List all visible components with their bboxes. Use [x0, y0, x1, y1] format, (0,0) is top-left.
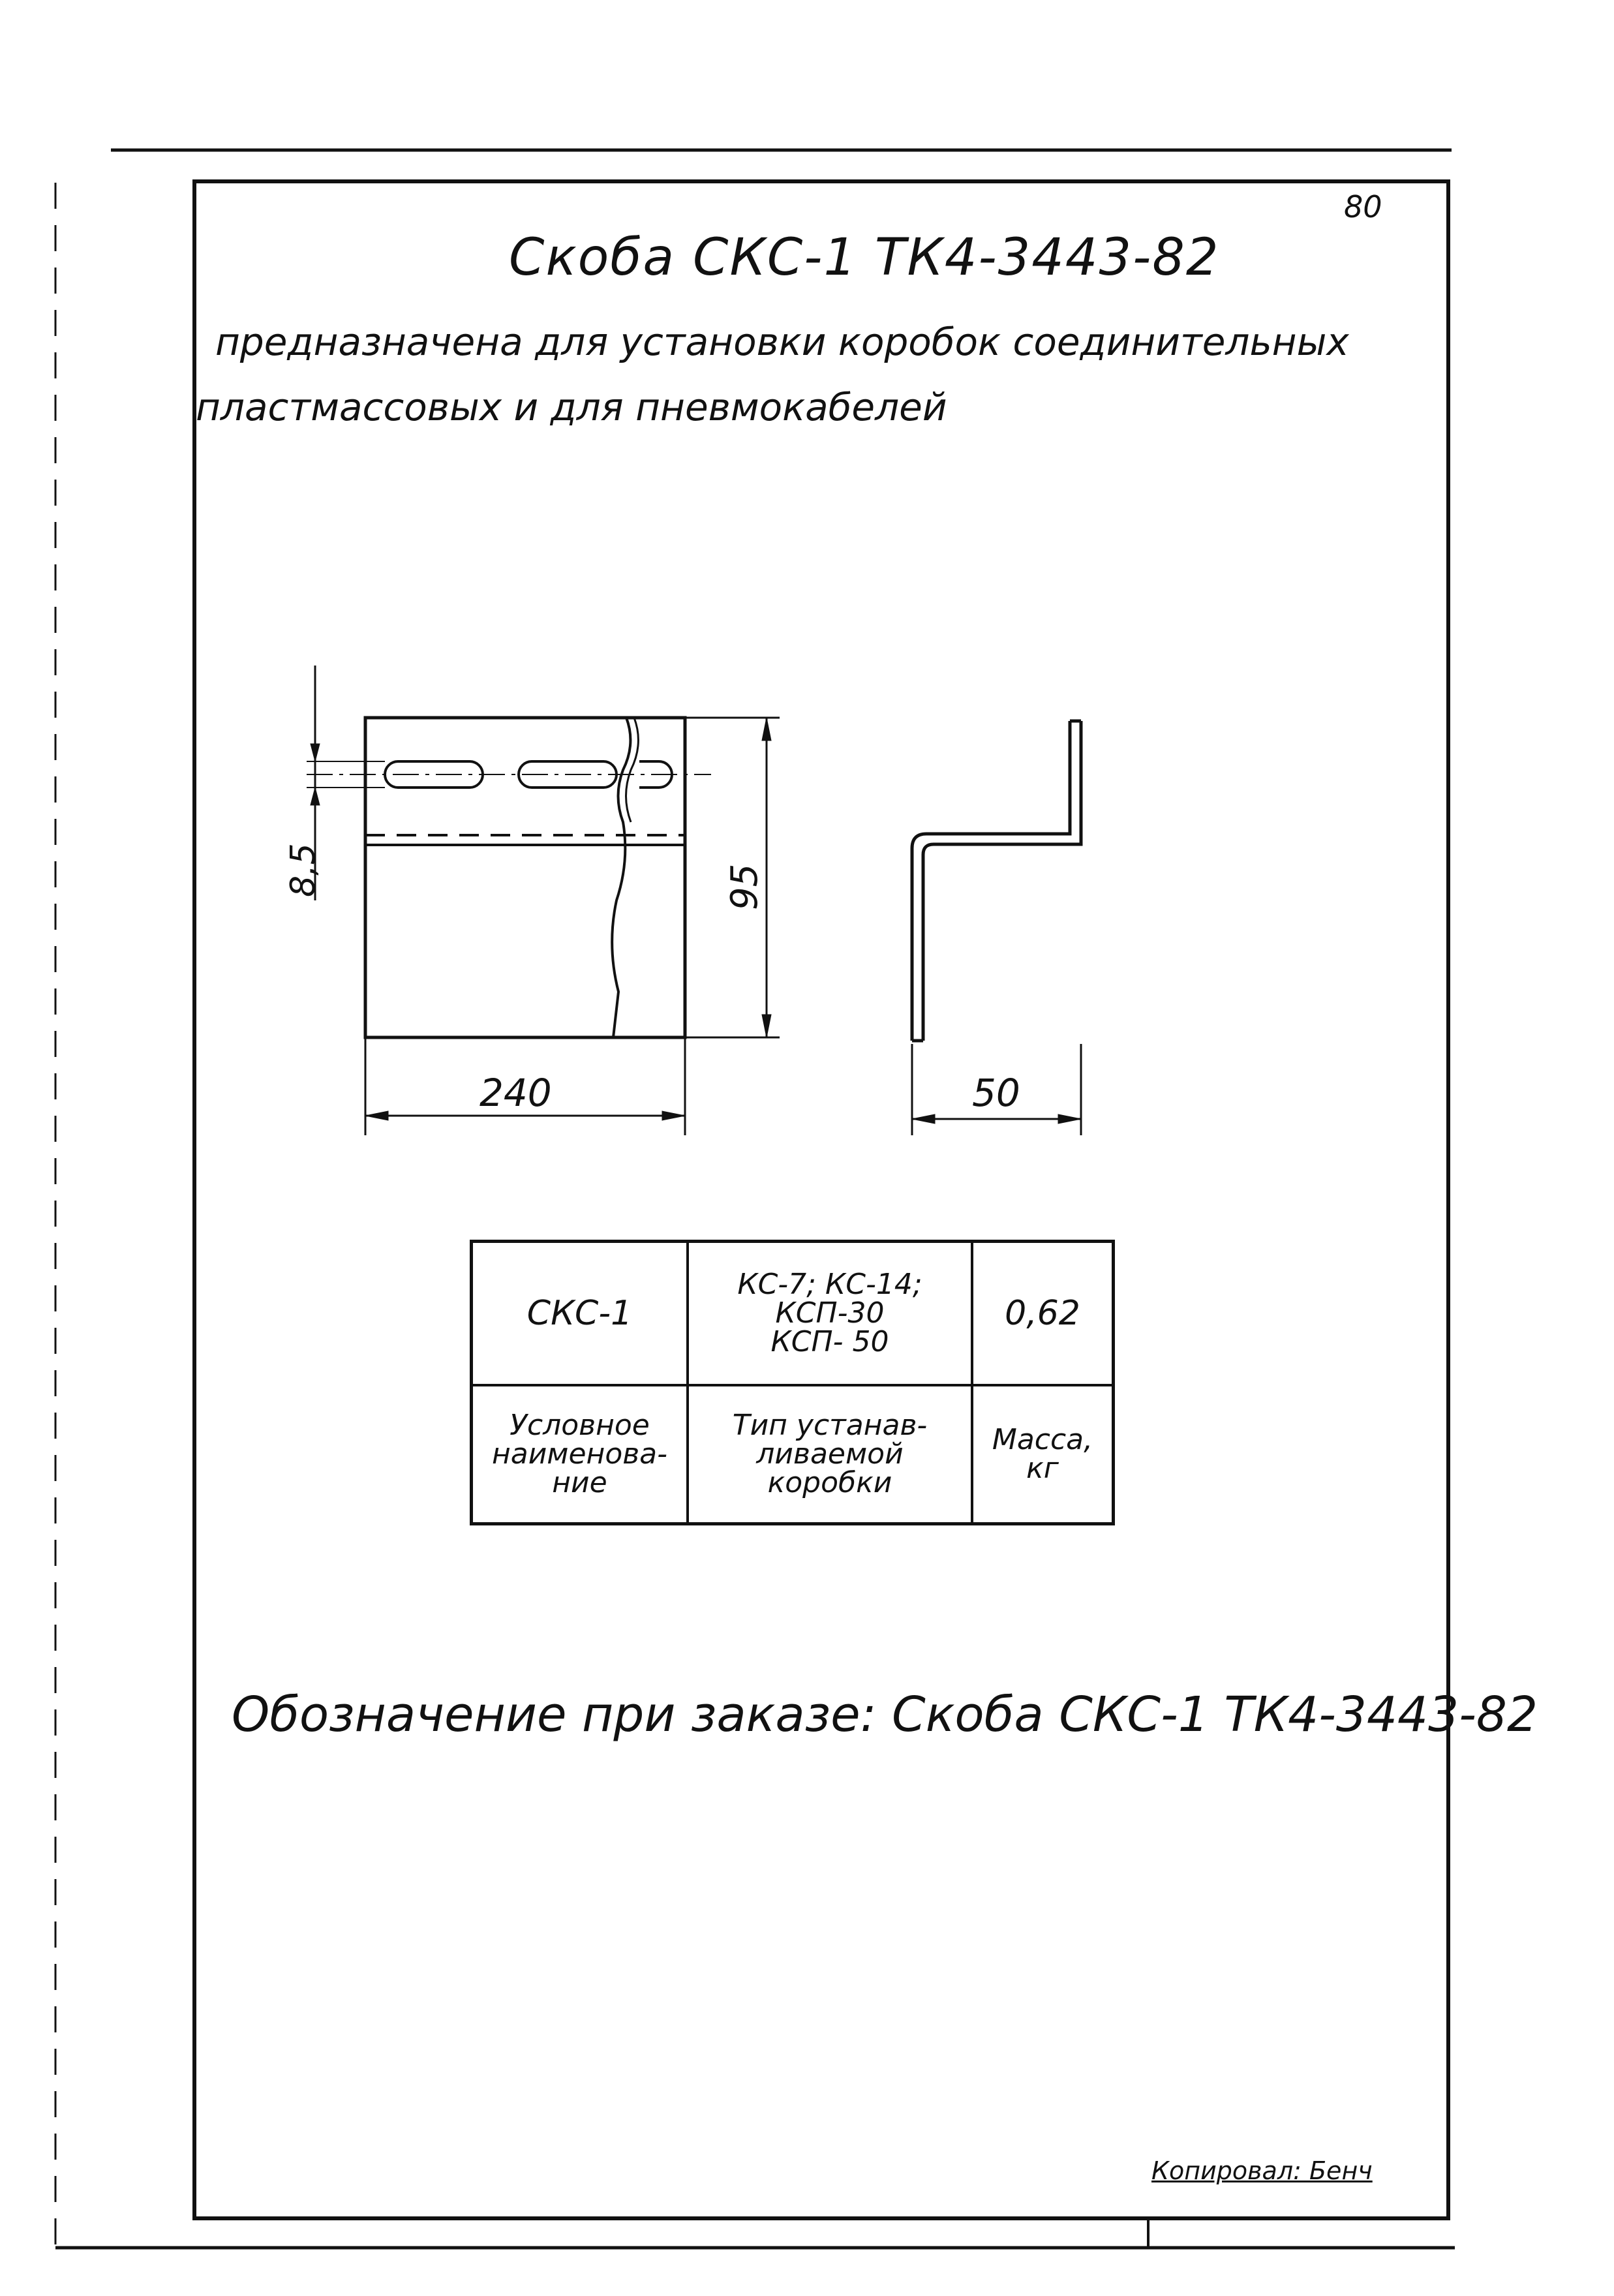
order-designation: Обозначение при заказе: Скоба СКС-1 ТК4-3443-82 [232, 1687, 1538, 1743]
header-line: наименова- [491, 1437, 668, 1471]
header-name-cell [472, 1385, 688, 1524]
header-mass-cell [972, 1385, 1114, 1524]
box-type-line: КСП-30 [775, 1296, 885, 1330]
header-line: коробки [767, 1466, 892, 1499]
dim-95-label: 95 [723, 863, 766, 910]
description-line-2: пластмассовых и для пневмокабелей [196, 385, 947, 429]
description-line-1: предназначена для установки коробок соединительных [215, 320, 1349, 364]
dim-50-label: 50 [972, 1071, 1020, 1115]
page-title: Скоба СКС-1 ТК4-3443-82 [509, 228, 1220, 287]
header-line: ливаемой [756, 1437, 904, 1471]
front-view-outline [365, 718, 685, 1037]
header-line: кг [1026, 1452, 1059, 1485]
dim-240-arrow-right [662, 1111, 685, 1120]
box-type-line: КС-7; КС-14; [737, 1268, 922, 1301]
box-type-line: КСП- 50 [770, 1325, 889, 1358]
drawing-frame [194, 181, 1448, 2218]
header-type-cell [688, 1385, 972, 1524]
table-header-row [472, 1385, 1114, 1524]
header-line: ние [552, 1466, 607, 1499]
dim-8-5-label: 8,5 [284, 843, 323, 897]
table-row [472, 1242, 1114, 1386]
dim-95-arrow-bottom [762, 1015, 771, 1037]
page-number: 80 [1344, 189, 1382, 224]
dim-8-5-arrow-bottom [311, 788, 320, 805]
dim-8-5-arrow-top [311, 744, 320, 761]
header-line: Тип устанав- [732, 1409, 928, 1442]
name-value-cell: СКС-1 [472, 1242, 688, 1386]
copied-by-note: Копировал: Бенч [1151, 2156, 1373, 2185]
side-profile-inner [923, 721, 1081, 1041]
dim-240-arrow-left [365, 1111, 388, 1120]
spec-table [470, 1240, 1115, 1525]
break-line [612, 718, 630, 1037]
break-line-2 [626, 718, 639, 822]
mass-value-cell: 0,62 [972, 1242, 1114, 1386]
dim-50-arrow-left [912, 1114, 935, 1124]
side-profile-outer [912, 721, 1070, 1041]
box-types-cell [688, 1242, 972, 1386]
dim-95-arrow-top [762, 718, 771, 741]
dim-50-arrow-right [1058, 1114, 1081, 1124]
header-line: Масса, [992, 1423, 1093, 1456]
front-view [307, 666, 780, 1135]
dim-240-label: 240 [480, 1071, 552, 1115]
header-line: Условное [510, 1409, 650, 1442]
